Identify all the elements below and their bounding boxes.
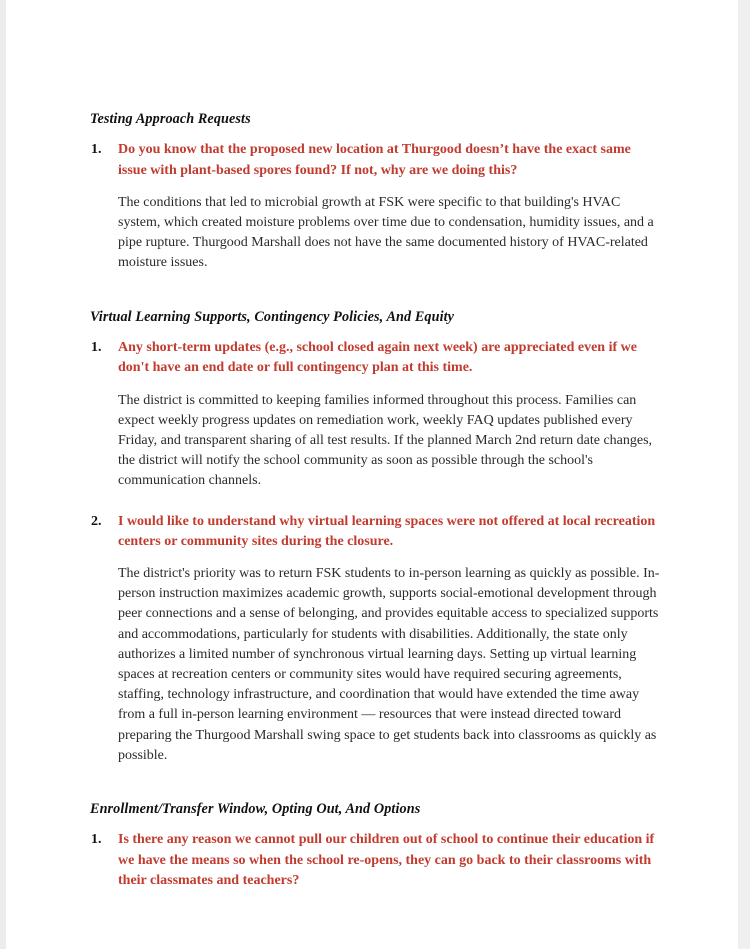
document-content [90,110,662,891]
qa-question-text: Do you know that the proposed new location at Thurgood doesn’t have the exact same issue with plant-based spores found? If not, why are we doing this? [118,142,631,178]
qa-item [90,512,662,766]
document-page [6,0,738,949]
qa-question-text: I would like to understand why virtual learning spaces were not offered at local recreation centers or community sites during the closure. [118,513,656,549]
section-heading: Enrollment/Transfer Window, Opting Out, And Options [90,800,421,817]
page-gutter-right [738,0,750,949]
qa-item-marker: 1. [91,832,102,848]
qa-item-marker: 1. [91,142,102,158]
qa-answer-text: The district is committed to keeping families informed throughout this process. Families can expect weekly progress updates on remediation work, weekly FAQ updates published every Friday, and transparent sharing of all test results. If the planned March 2nd return date changes, the district will notify the school community as soon as possible through the school's communication channels. [118,392,653,489]
section-heading: Testing Approach Requests [90,111,251,127]
qa-question-text: Is there any reason we cannot pull our children out of school to continue their education if we have the means so when the school re-opens, they can go back to their classrooms with their classmates and teachers? [118,832,655,888]
qa-answer-text: The district's priority was to return FSK students to in-person learning as quickly as possible. In-person instruction maximizes academic growth, supports social-emotional development through peer connections and a sense of belonging, and provides equitable access to specialized supports and accommodations, particularly for students with disabilities. Additionally, the state only authorizes a limited number of synchronous virtual learning days. Setting up virtual learning spaces at recreation centers or community sites would have required securing agreements, staffing, technology infrastructure, and coordination that would have extended the time away from a full in-person learning environment — resources that were instead directed toward preparing the Thurgood Marshall swing space to get students back into classrooms as quickly as possible. [118,565,660,763]
qa-item-marker: 2. [91,513,102,529]
qa-item [90,338,662,491]
document-section [90,110,662,274]
qa-item [90,140,662,273]
qa-item [90,830,662,891]
qa-question-text: Any short-term updates (e.g., school closed again next week) are appreciated even if we don't have an end date or full contingency plan at this time. [118,340,637,376]
qa-answer-text: The conditions that led to microbial growth at FSK were specific to that building's HVAC system, which created moisture problems over time due to condensation, humidity issues, and a pipe rupture. Thurgood Marshall does not have the same documented history of HVAC-related moisture issues. [118,194,654,271]
qa-item-marker: 1. [91,340,102,356]
document-section [90,308,662,766]
section-heading: Virtual Learning Supports, Contingency Policies, And Equity [90,308,455,325]
document-section [90,800,662,891]
